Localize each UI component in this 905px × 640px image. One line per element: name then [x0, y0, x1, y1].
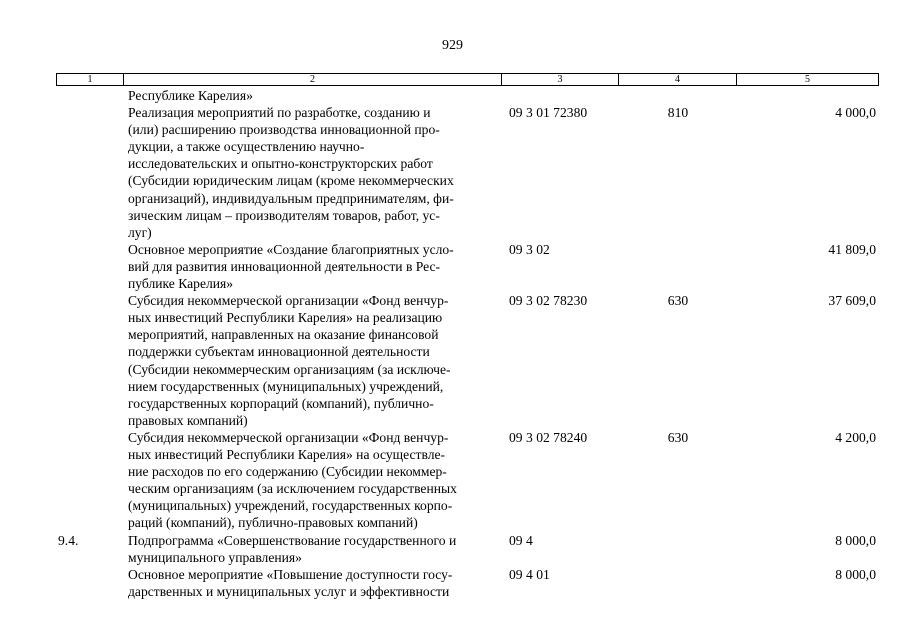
description-line: Субсидия некоммерческой организации «Фонд венчур-: [128, 430, 449, 445]
column-header-5: 5: [737, 74, 879, 86]
column-header-3: 3: [502, 74, 619, 86]
description-line: правовых компаний): [128, 412, 248, 428]
description-line: вий для развития инновационной деятельности в Рес-: [128, 258, 441, 274]
description-line: (Субсидии некоммерческим организациям (за исключе-: [128, 361, 451, 377]
row-description: [128, 292, 498, 429]
page-number: 929: [442, 38, 463, 53]
description-line: Основное мероприятие «Повышение доступности госу-: [128, 566, 453, 582]
description-line: ных инвестиций Республики Карелия» на осуществле-: [128, 447, 446, 463]
row-amount: 8 000,0: [835, 566, 876, 582]
row-expense-type: 810: [667, 105, 689, 121]
row-description: [128, 241, 498, 292]
description-line: организаций), индивидуальным предпринимателям, фи-: [128, 190, 454, 206]
description-line: государственных корпораций (компаний), публично-: [128, 395, 434, 411]
description-line: (Субсидии юридическим лицам (кроме некоммерческих: [128, 173, 454, 189]
column-header-4: 4: [619, 74, 737, 86]
row-code: 09 3 02 78230: [509, 293, 588, 309]
description-line: ние расходов по его содержанию (Субсидии некоммер-: [128, 464, 447, 480]
description-line: мероприятий, направленных на оказание финансовой: [128, 327, 439, 343]
row-number: 9.4.: [58, 532, 79, 548]
column-header-2: 2: [124, 74, 502, 86]
description-line: ческим организациям (за исключением государственных: [128, 481, 457, 497]
description-line: луг): [128, 224, 152, 240]
description-line: публике Карелия»: [128, 276, 234, 292]
row-amount: 8 000,0: [835, 532, 876, 548]
column-header-row: [57, 74, 879, 86]
description-line: исследовательских и опытно-конструкторских работ: [128, 156, 433, 172]
row-amount: 41 809,0: [828, 241, 876, 257]
row-code: 09 3 02 78240: [509, 430, 588, 445]
description-line: раций (компаний), публично-правовых компаний): [128, 515, 418, 531]
row-code: 09 4 01: [509, 566, 550, 582]
description-line: дукции, а также осуществлению научно-: [128, 139, 365, 155]
row-description: [128, 104, 498, 241]
description-line: Республике Карелия»: [128, 88, 253, 103]
description-line: Основное мероприятие «Создание благоприятных усло-: [128, 241, 454, 257]
description-line: поддержки субъектам инновационной деятельности: [128, 344, 430, 360]
description-line: дарственных и муниципальных услуг и эффективности: [128, 583, 450, 599]
row-amount: 4 000,0: [835, 105, 876, 121]
row-expense-type: 630: [667, 293, 689, 309]
description-line: муниципального управления»: [128, 549, 302, 565]
description-line: зическим лицам – производителям товаров, работ, ус-: [128, 207, 440, 223]
row-amount: 37 609,0: [828, 293, 876, 309]
description-line: Реализация мероприятий по разработке, созданию и: [128, 105, 431, 121]
row-code: 09 4: [509, 532, 533, 548]
description-line: ных инвестиций Республики Карелия» на реализацию: [128, 310, 443, 326]
description-line: (муниципальных) учреждений, государственных корпо-: [128, 498, 453, 514]
row-expense-type: 630: [667, 430, 689, 445]
description-line: Подпрограмма «Совершенствование государственного и: [128, 532, 457, 548]
row-description: [128, 87, 498, 104]
description-line: нием государственных (муниципальных) учреждений,: [128, 378, 444, 394]
column-header-1: 1: [57, 74, 124, 86]
row-code: 09 3 02: [509, 241, 550, 257]
row-description: [128, 532, 498, 566]
description-line: Субсидия некоммерческой организации «Фонд венчур-: [128, 293, 449, 309]
row-description: [128, 566, 498, 600]
description-line: (или) расширению производства инновационной про-: [128, 122, 440, 138]
row-description: [128, 429, 498, 532]
row-code: 09 3 01 72380: [509, 105, 588, 121]
column-header-table: [56, 73, 879, 86]
row-amount: 4 200,0: [835, 430, 876, 445]
